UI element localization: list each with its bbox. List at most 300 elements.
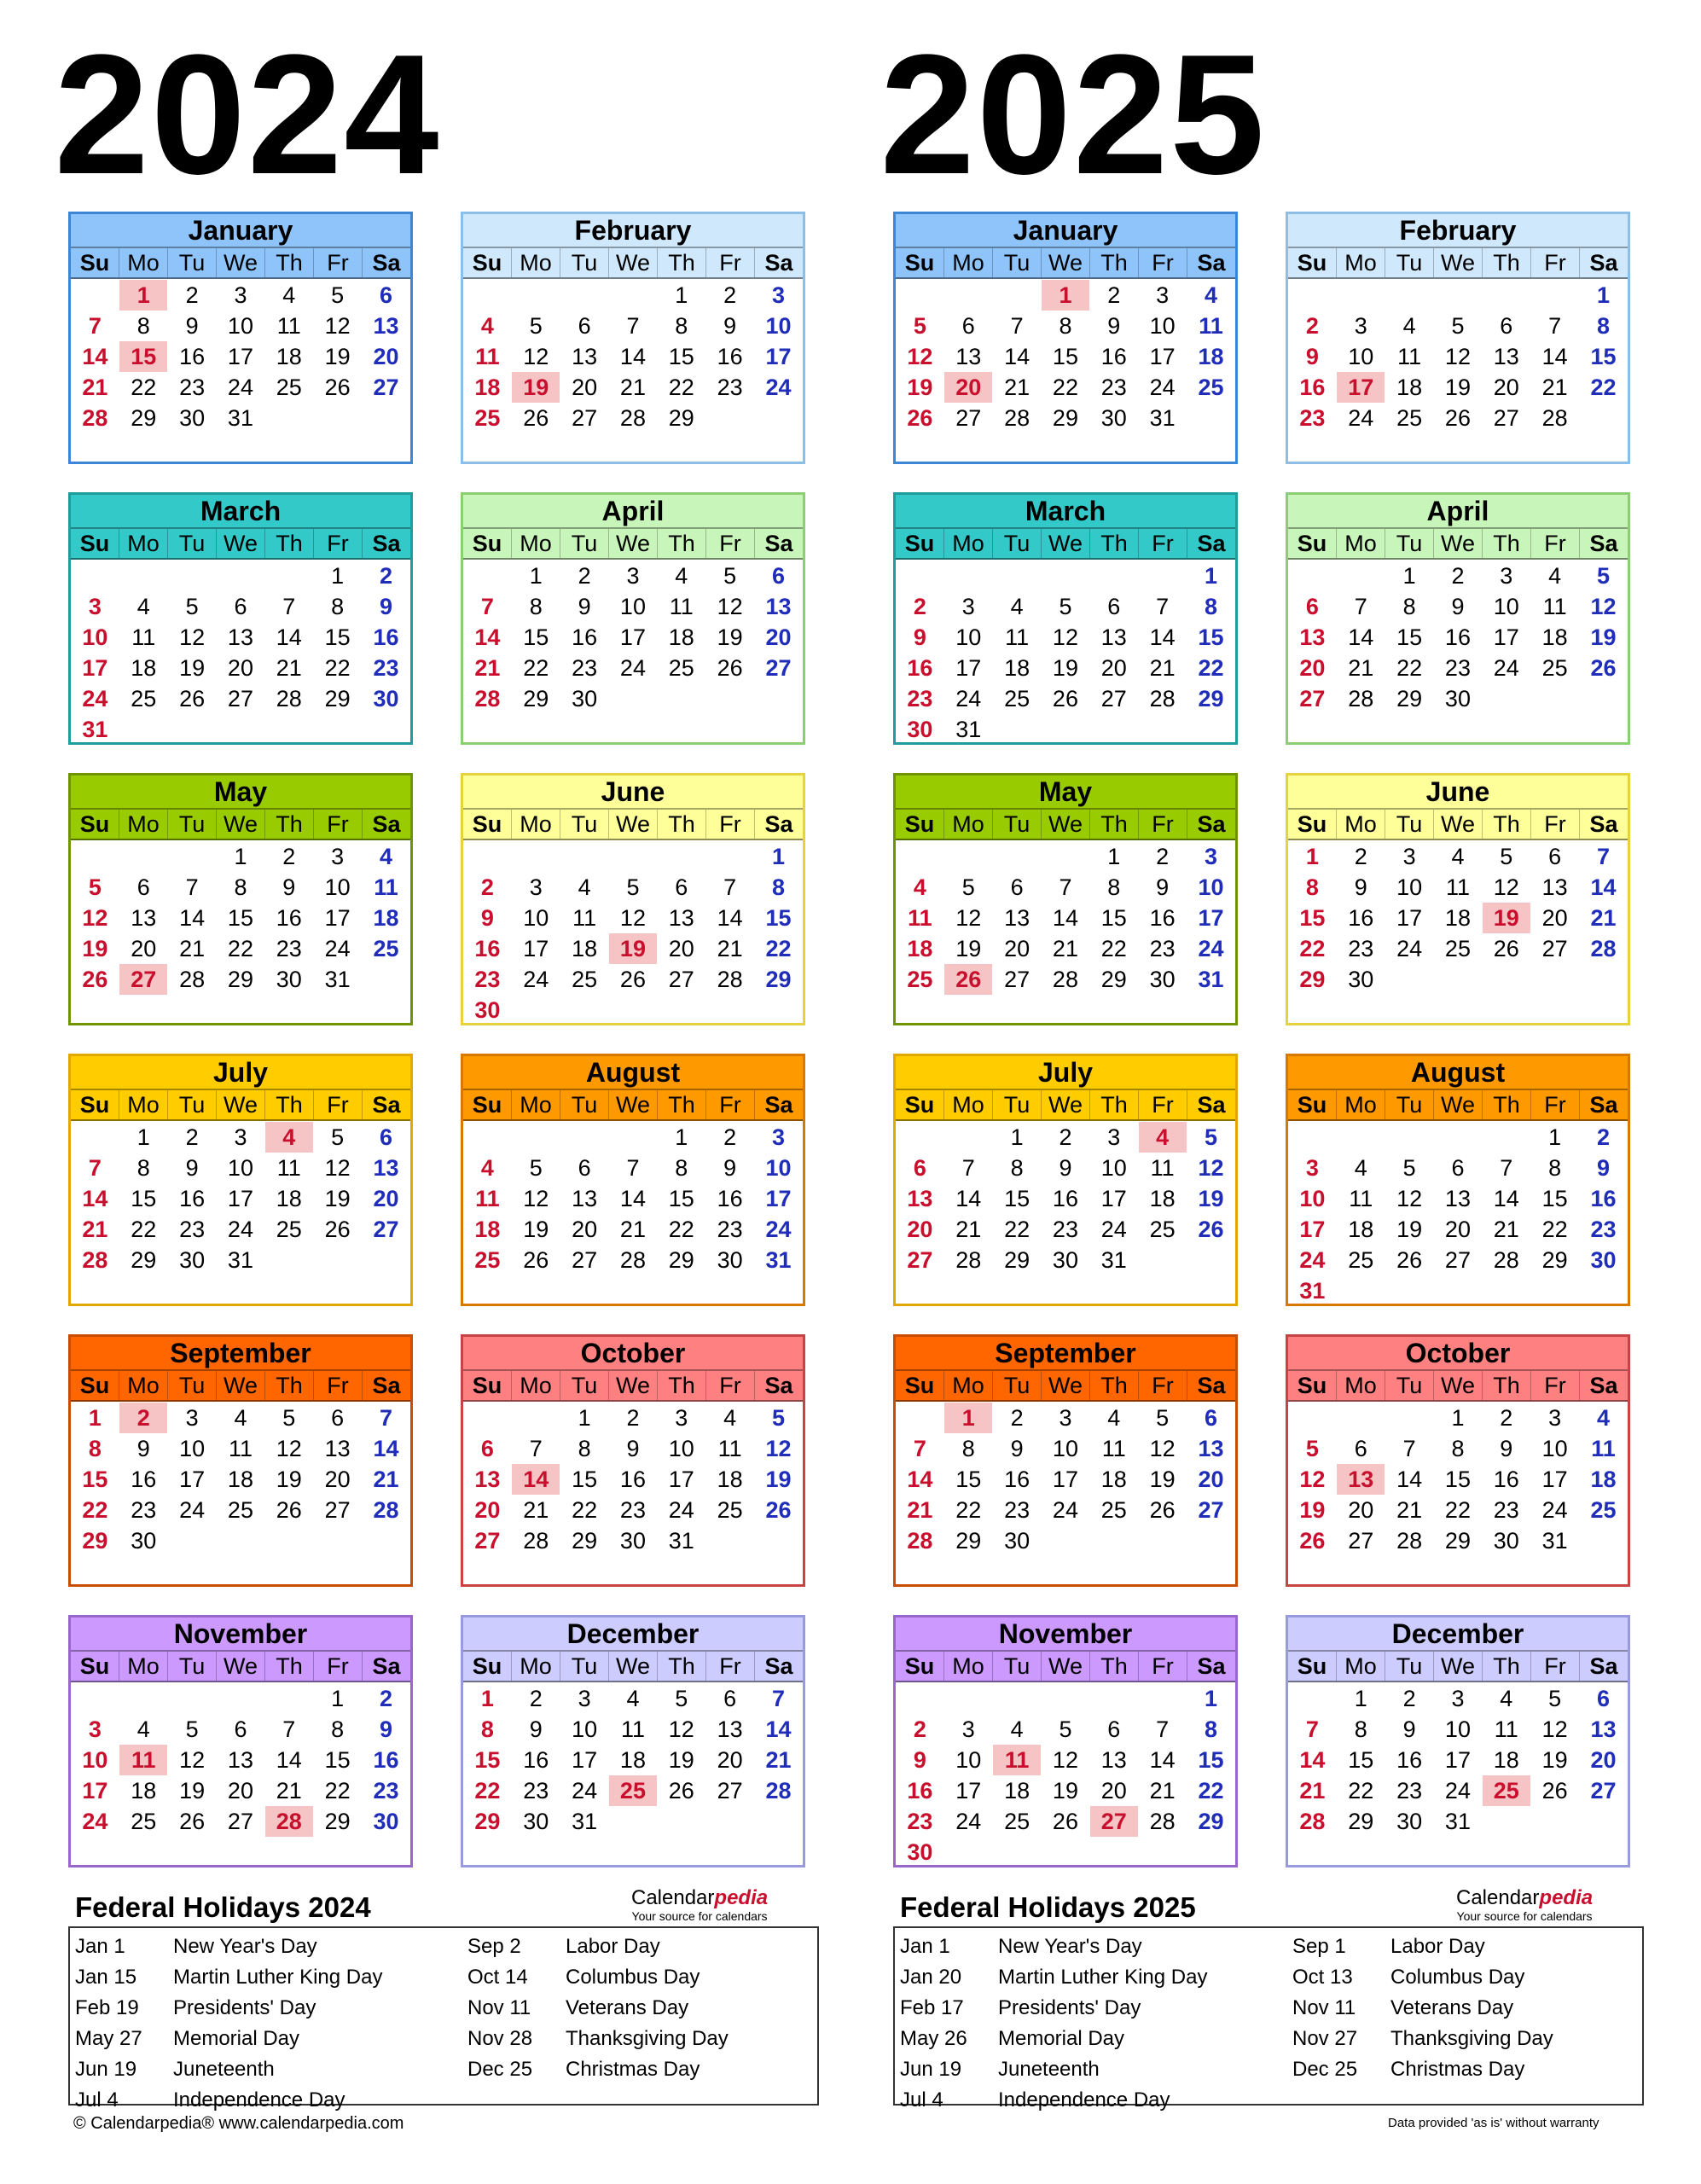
day-cell: 11 (1150, 1155, 1175, 1181)
day-cell: 17 (1396, 905, 1423, 931)
day-cell: 3 (1059, 1405, 1072, 1431)
day-cell: 22 (324, 655, 351, 681)
weekday-label: Fr (705, 529, 754, 558)
day-cell: 18 (474, 1217, 501, 1242)
weekday-label: Su (904, 1373, 935, 1398)
day-cell: 11 (1494, 1716, 1518, 1742)
weekday-label: Tu (167, 810, 216, 839)
day-cell: 9 (1402, 1716, 1416, 1742)
day-cell: 27 (1348, 1528, 1374, 1554)
day-cell: 8 (1107, 874, 1121, 900)
day-cell-holiday (512, 372, 560, 403)
day-grid (71, 1121, 410, 1275)
day-cell: 25 (276, 375, 302, 400)
weekday-label: Tu (167, 529, 216, 558)
day-cell: 2 (578, 563, 591, 589)
day-cell: 8 (1548, 1155, 1562, 1181)
day-cell: 23 (1396, 1778, 1423, 1804)
weekday-label: Th (264, 1090, 313, 1119)
day-cell: 15 (1004, 1186, 1030, 1211)
day-cell: 12 (179, 624, 206, 650)
day-empty (71, 1122, 119, 1153)
day-cell: 15 (1198, 624, 1224, 650)
day-empty (512, 841, 560, 872)
day-cell: 12 (276, 1436, 302, 1461)
day-cell: 2 (1354, 844, 1367, 869)
day-cell: 18 (668, 624, 694, 650)
holiday-date: Nov 28 (467, 2027, 533, 2050)
day-cell: 2 (379, 563, 392, 589)
day-empty (1434, 280, 1483, 311)
day-cell: 27 (474, 1528, 501, 1554)
day-grid (896, 279, 1235, 433)
weekday-label: Mo (1336, 810, 1385, 839)
day-cell: 30 (1348, 967, 1374, 992)
holiday-name: Juneteenth (998, 2058, 1100, 2081)
day-cell: 1 (675, 1124, 688, 1150)
day-cell: 27 (324, 1497, 351, 1523)
weekday-label: Tu (1385, 248, 1433, 277)
weekday-label: Tu (1385, 810, 1433, 839)
weekday-label: Tu (167, 1090, 216, 1119)
holiday-date: Jun 19 (75, 2058, 137, 2081)
day-cell: 31 (1541, 1528, 1568, 1554)
day-cell: 12 (907, 344, 933, 369)
day-cell: 5 (1059, 1716, 1072, 1742)
day-cell: 9 (723, 1155, 737, 1181)
holiday-name: Christmas Day (566, 2058, 700, 2081)
day-cell: 18 (1493, 1747, 1519, 1773)
day-cell: 15 (82, 1467, 108, 1492)
day-cell: 9 (913, 624, 926, 650)
day-cell: 14 (1149, 624, 1176, 650)
day-cell: 4 (913, 874, 926, 900)
day-cell: 1 (1354, 1686, 1367, 1711)
day-cell: 10 (668, 1436, 694, 1461)
weekday-label: We (216, 1371, 264, 1400)
day-cell: 18 (717, 1467, 743, 1492)
day-cell: 26 (276, 1497, 302, 1523)
day-cell: 31 (324, 967, 351, 992)
day-cell: 23 (1004, 1497, 1030, 1523)
day-empty (1337, 1122, 1385, 1153)
day-cell: 16 (1590, 1186, 1617, 1211)
month-title: March (896, 495, 1235, 529)
day-cell: 29 (1198, 686, 1224, 712)
day-cell: 26 (907, 405, 933, 431)
day-cell: 3 (529, 874, 543, 900)
day-cell: 18 (474, 375, 501, 400)
day-cell: 29 (324, 1809, 351, 1834)
day-cell: 23 (1493, 1497, 1519, 1523)
brand-name-part: Calendar (631, 1886, 715, 1909)
day-cell: 15 (1198, 1747, 1224, 1773)
day-cell: 21 (619, 1217, 646, 1242)
day-cell: 19 (1052, 655, 1078, 681)
holiday-highlight: 1 (1042, 280, 1089, 311)
weekday-label: Mo (119, 529, 167, 558)
weekday-label: Fr (705, 810, 754, 839)
weekday-label: Tu (992, 810, 1041, 839)
day-cell: 18 (227, 1467, 253, 1492)
day-cell: 29 (1348, 1809, 1374, 1834)
day-cell: 20 (1444, 1217, 1471, 1242)
day-empty (1385, 1403, 1434, 1433)
day-cell: 27 (907, 1247, 933, 1273)
day-cell: 6 (1548, 844, 1562, 869)
weekday-label: We (1041, 810, 1089, 839)
day-cell: 12 (1396, 1186, 1423, 1211)
day-cell-holiday (609, 933, 658, 964)
day-cell: 2 (1010, 1405, 1024, 1431)
weekday-header (896, 529, 1235, 560)
day-cell: 5 (1402, 1155, 1416, 1181)
day-cell: 25 (668, 655, 694, 681)
holiday-highlight: 25 (609, 1775, 657, 1806)
day-cell: 21 (1590, 905, 1617, 931)
holiday-highlight: 13 (1337, 1464, 1385, 1495)
day-cell: 17 (1444, 1747, 1471, 1773)
day-cell: 17 (1100, 1186, 1127, 1211)
day-empty (1385, 280, 1434, 311)
day-cell: 22 (82, 1497, 108, 1523)
day-cell: 20 (572, 1217, 598, 1242)
day-cell: 8 (1204, 1716, 1217, 1742)
day-cell: 10 (955, 624, 982, 650)
day-cell: 25 (572, 967, 598, 992)
month-title: September (71, 1337, 410, 1371)
day-cell: 16 (619, 1467, 646, 1492)
weekday-label: Fr (1138, 1652, 1187, 1681)
day-cell: 21 (1052, 936, 1078, 961)
day-cell: 25 (131, 686, 157, 712)
day-cell: 22 (1299, 936, 1326, 961)
day-cell: 6 (331, 1405, 345, 1431)
day-cell: 22 (765, 936, 792, 961)
day-cell: 30 (276, 967, 302, 992)
day-cell: 11 (1542, 594, 1567, 619)
holiday-date: Jun 19 (900, 2058, 962, 2081)
day-cell: 10 (1198, 874, 1224, 900)
day-cell: 22 (1396, 655, 1423, 681)
day-cell: 30 (1590, 1247, 1617, 1273)
day-cell: 22 (131, 375, 157, 400)
weekday-label: Fr (1530, 248, 1579, 277)
weekday-label: Fr (705, 1090, 754, 1119)
weekday-label: Su (1297, 1653, 1327, 1679)
weekday-label: We (1041, 1371, 1089, 1400)
weekday-label: We (216, 248, 264, 277)
holiday-name: New Year's Day (998, 1935, 1142, 1958)
day-cell: 7 (1402, 1436, 1416, 1461)
day-cell: 14 (955, 1186, 982, 1211)
day-cell: 26 (1052, 1809, 1078, 1834)
day-cell: 17 (1493, 624, 1519, 650)
day-cell: 13 (1493, 344, 1519, 369)
day-empty (1288, 1683, 1337, 1714)
weekday-label: Sa (1187, 529, 1235, 558)
weekday-label: Su (472, 531, 502, 556)
day-cell: 29 (474, 1809, 501, 1834)
day-cell-holiday (512, 1464, 560, 1495)
day-cell: 3 (234, 282, 247, 308)
day-cell: 9 (379, 594, 392, 619)
weekday-label: Tu (560, 529, 608, 558)
month-title: February (1288, 214, 1628, 248)
day-cell: 31 (1149, 405, 1176, 431)
weekday-label: Th (1482, 1371, 1530, 1400)
day-cell: 4 (282, 282, 296, 308)
weekday-label: Sa (754, 810, 803, 839)
day-empty (560, 841, 609, 872)
day-grid (1288, 1121, 1628, 1306)
day-empty (1288, 1122, 1337, 1153)
day-cell: 10 (1493, 594, 1519, 619)
day-cell: 6 (913, 1155, 926, 1181)
day-cell: 22 (474, 1778, 501, 1804)
day-cell: 23 (179, 1217, 206, 1242)
day-cell: 8 (1204, 594, 1217, 619)
day-cell: 18 (276, 1186, 302, 1211)
day-cell: 17 (179, 1467, 206, 1492)
holiday-date: May 26 (900, 2027, 967, 2050)
day-cell: 24 (1348, 405, 1374, 431)
day-cell: 30 (907, 1839, 933, 1865)
day-cell: 12 (765, 1436, 792, 1461)
holiday-date: Sep 2 (467, 1935, 521, 1958)
day-cell: 7 (771, 1686, 785, 1711)
weekday-label: Mo (119, 810, 167, 839)
day-cell: 14 (474, 624, 501, 650)
weekday-header (896, 810, 1235, 840)
weekday-label: Th (1089, 810, 1138, 839)
day-cell: 28 (619, 405, 646, 431)
day-cell: 17 (765, 1186, 792, 1211)
day-cell: 17 (324, 905, 351, 931)
weekday-label: Mo (119, 1090, 167, 1119)
weekday-label: Su (79, 250, 110, 276)
day-cell: 24 (765, 1217, 792, 1242)
day-cell: 24 (1052, 1497, 1078, 1523)
day-empty (463, 841, 512, 872)
day-cell: 5 (675, 1686, 688, 1711)
day-cell: 30 (1444, 686, 1471, 712)
weekday-label: Sa (362, 810, 410, 839)
day-cell: 14 (619, 344, 646, 369)
day-cell: 1 (136, 1124, 150, 1150)
weekday-label: We (608, 248, 657, 277)
day-empty (944, 561, 993, 591)
day-cell: 19 (1198, 1186, 1224, 1211)
day-grid (1288, 279, 1628, 433)
day-cell: 30 (572, 686, 598, 712)
weekday-label: Sa (362, 248, 410, 277)
day-cell: 25 (1590, 1497, 1617, 1523)
holiday-date: Feb 19 (75, 1996, 139, 2019)
day-cell: 23 (474, 967, 501, 992)
day-empty (896, 1403, 944, 1433)
month-calendar (1286, 773, 1630, 1025)
day-empty (896, 280, 944, 311)
day-cell: 25 (474, 1247, 501, 1273)
day-cell: 12 (324, 1155, 351, 1181)
holiday-date: Dec 25 (1292, 2058, 1358, 2081)
day-cell: 3 (1402, 844, 1416, 869)
day-cell: 12 (82, 905, 108, 931)
day-cell: 24 (1100, 1217, 1127, 1242)
day-cell: 17 (1541, 1467, 1568, 1492)
day-cell: 21 (82, 1217, 108, 1242)
weekday-label: Tu (560, 1090, 608, 1119)
month-calendar (461, 1054, 805, 1306)
day-cell: 26 (765, 1497, 792, 1523)
day-cell: 5 (771, 1405, 785, 1431)
day-cell: 23 (717, 375, 743, 400)
weekday-header (896, 248, 1235, 279)
holiday-name: Columbus Day (566, 1966, 700, 1989)
day-cell: 14 (1004, 344, 1030, 369)
weekday-label: Su (1297, 1092, 1327, 1118)
holidays-table (68, 1926, 819, 2111)
weekday-label: Fr (313, 1371, 362, 1400)
day-cell: 1 (529, 563, 543, 589)
day-cell: 1 (1204, 563, 1217, 589)
month-calendar (68, 1054, 413, 1306)
weekday-label: Su (904, 811, 935, 837)
weekday-label: Sa (1579, 248, 1628, 277)
weekday-label: Th (1089, 248, 1138, 277)
month-calendar (1286, 1334, 1630, 1587)
weekday-label: Mo (119, 1371, 167, 1400)
day-cell: 16 (179, 344, 206, 369)
weekday-label: Su (79, 1373, 110, 1398)
weekday-label: Su (79, 811, 110, 837)
day-cell: 13 (1100, 624, 1127, 650)
brand-name-accent: pedia (1539, 1886, 1594, 1909)
day-cell: 13 (1004, 905, 1030, 931)
day-cell: 3 (626, 563, 640, 589)
weekday-label: Th (1482, 810, 1530, 839)
day-cell: 8 (1354, 1716, 1367, 1742)
day-empty (512, 1122, 560, 1153)
day-cell: 2 (1402, 1686, 1416, 1711)
footer-text: Data provided 'as is' without warranty (1388, 2116, 1599, 2130)
weekday-label: Tu (1385, 1090, 1433, 1119)
month-title: January (896, 214, 1235, 248)
day-cell: 17 (765, 344, 792, 369)
holiday-item (75, 2085, 382, 2116)
weekday-label: Th (1482, 1652, 1530, 1681)
weekday-header (463, 1090, 803, 1121)
day-cell: 21 (765, 1747, 792, 1773)
month-title: August (1288, 1056, 1628, 1090)
weekday-header (463, 529, 803, 560)
day-cell: 1 (578, 1405, 591, 1431)
weekday-label: Th (264, 248, 313, 277)
day-cell: 24 (668, 1497, 694, 1523)
day-cell: 9 (1305, 344, 1319, 369)
weekday-label: Th (657, 1652, 705, 1681)
day-cell: 2 (913, 594, 926, 619)
weekday-header (896, 1090, 1235, 1121)
day-cell: 8 (480, 1716, 494, 1742)
day-cell: 29 (572, 1528, 598, 1554)
weekday-header (1288, 248, 1628, 279)
day-grid (896, 840, 1235, 995)
day-cell: 23 (1100, 375, 1127, 400)
day-cell: 8 (88, 1436, 102, 1461)
month-title: April (463, 495, 803, 529)
holiday-name: Independence Day (998, 2088, 1170, 2111)
weekday-label: Mo (119, 1652, 167, 1681)
day-cell: 23 (276, 936, 302, 961)
day-cell: 14 (1149, 1747, 1176, 1773)
day-cell: 16 (717, 344, 743, 369)
day-cell: 2 (626, 1405, 640, 1431)
day-cell: 18 (1198, 344, 1224, 369)
day-cell: 19 (179, 655, 206, 681)
day-empty (512, 280, 560, 311)
day-cell: 8 (1402, 594, 1416, 619)
day-cell: 31 (572, 1809, 598, 1834)
day-cell: 25 (1149, 1217, 1176, 1242)
day-cell: 5 (88, 874, 102, 900)
day-cell: 16 (907, 1778, 933, 1804)
holiday-date: Sep 1 (1292, 1935, 1346, 1958)
day-cell: 8 (675, 313, 688, 339)
weekday-label: Tu (560, 1652, 608, 1681)
day-cell: 28 (276, 686, 302, 712)
holiday-name: Thanksgiving Day (566, 2027, 729, 2050)
day-cell: 23 (1052, 1217, 1078, 1242)
day-cell: 23 (1444, 655, 1471, 681)
weekday-label: We (608, 1652, 657, 1681)
day-cell: 23 (717, 1217, 743, 1242)
weekday-label: Su (904, 531, 935, 556)
day-cell: 19 (276, 1467, 302, 1492)
weekday-label: We (1433, 1090, 1482, 1119)
weekday-label: We (216, 529, 264, 558)
day-cell: 14 (717, 905, 743, 931)
day-cell: 23 (523, 1778, 549, 1804)
day-empty (1089, 1683, 1138, 1714)
day-cell: 4 (480, 313, 494, 339)
day-cell: 25 (1444, 936, 1471, 961)
day-cell: 24 (955, 1809, 982, 1834)
day-cell-holiday (119, 1745, 168, 1775)
day-cell: 5 (723, 563, 737, 589)
holiday-highlight: 28 (265, 1806, 313, 1837)
holiday-highlight: 4 (265, 1122, 313, 1153)
day-empty (993, 280, 1042, 311)
day-cell: 27 (373, 1217, 399, 1242)
day-cell: 22 (324, 1778, 351, 1804)
day-cell: 3 (771, 282, 785, 308)
day-empty (896, 1122, 944, 1153)
weekday-label: Fr (1530, 529, 1579, 558)
holiday-highlight: 14 (512, 1464, 560, 1495)
day-empty (1337, 280, 1385, 311)
day-cell: 25 (1348, 1247, 1374, 1273)
day-cell: 11 (228, 1436, 253, 1461)
day-cell: 18 (1004, 655, 1030, 681)
day-empty (71, 561, 119, 591)
day-cell: 30 (1100, 405, 1127, 431)
weekday-label: Th (657, 529, 705, 558)
holiday-date: Jan 1 (75, 1935, 125, 1958)
day-cell: 12 (1299, 1467, 1326, 1492)
day-cell: 19 (1299, 1497, 1326, 1523)
